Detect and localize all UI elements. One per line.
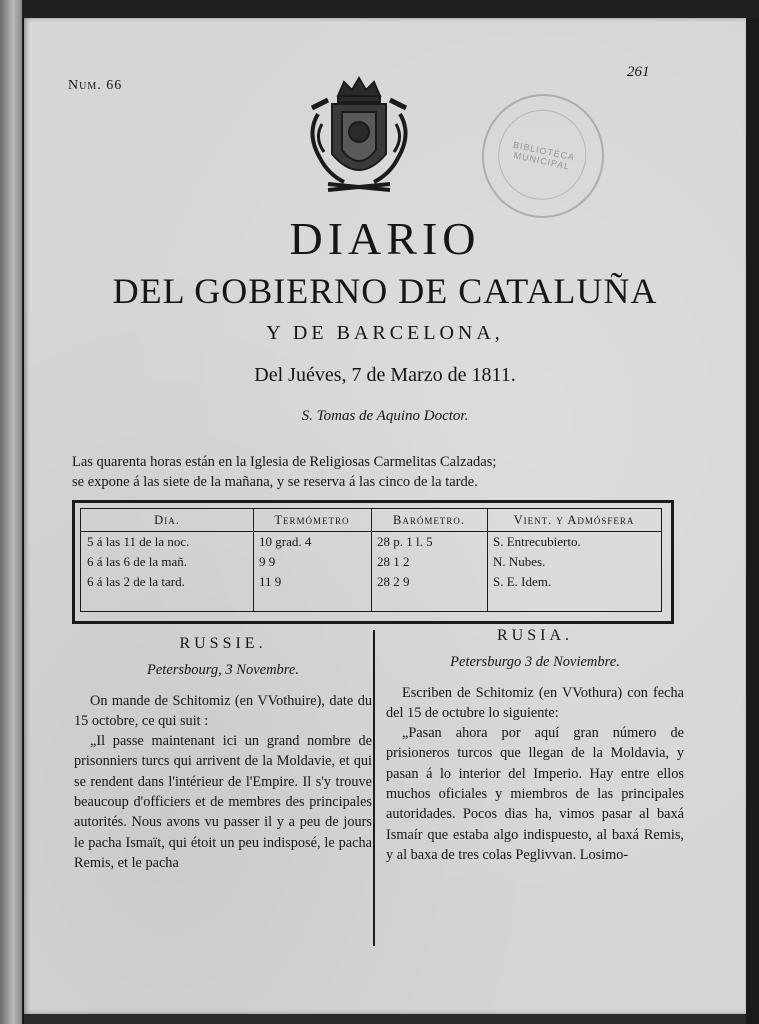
weather-cell: S. E. Idem. — [493, 574, 552, 589]
article-french-dateline: Petersbourg, 3 Novembre. — [147, 662, 299, 679]
masthead-subtitle: DEL GOBIERNO DE CATALUÑA — [112, 271, 658, 311]
weather-table-inner — [80, 508, 662, 612]
newspaper-page — [24, 18, 746, 1014]
weather-cell: 9 9 — [259, 554, 276, 569]
church-notice-line-1: Las quarenta horas están en la Iglesia de Religiosas Carmelitas Calzadas; — [72, 454, 497, 470]
issue-number: Num. 66 — [68, 78, 123, 93]
article-french — [74, 634, 372, 873]
article-spanish-para-2: „Pasan ahora por aquí gran número de prisioneros turcos que llegan de la Moldavia, y pasan á lo interior del Imperio. Hay entre ellos muchos oficiales y miembros de las principales autoridades. Pocos dias ha, vimos pasar al baxá Ismaír que estaba algo indispuesto, al baxá Remis, y al baxa de tres colas Peglivvan. Losimo- — [386, 725, 684, 863]
masthead-title: DIARIO — [289, 213, 481, 264]
article-french-heading: RUSSIE. — [179, 635, 267, 652]
scan-bottom-border — [24, 1014, 746, 1024]
issue-date: Del Juéves, 7 de Marzo de 1811. — [254, 364, 516, 386]
weather-header-barometro: Barómetro. — [371, 509, 487, 532]
weather-header-viento: Vient. y Admósfera — [487, 509, 661, 532]
page-number: 261 — [627, 64, 650, 80]
weather-cell: 28 2 9 — [377, 574, 410, 589]
weather-cell: 6 á las 2 de la tard. — [87, 574, 185, 589]
article-spanish-heading: RUSIA. — [496, 627, 573, 644]
article-spanish — [386, 626, 684, 865]
article-spanish-dateline: Petersburgo 3 de Noviembre. — [450, 654, 620, 671]
weather-header-dia: Dia. — [81, 509, 253, 532]
saint-of-day: S. Tomas de Aquino Doctor. — [301, 408, 469, 424]
church-notice-line-2: se expone á las siete de la mañana, y se reserva á las cinco de la tarde. — [72, 474, 478, 490]
royal-crest-icon — [298, 74, 420, 202]
weather-col-viento — [487, 509, 661, 611]
book-spine-edge — [0, 0, 22, 1024]
article-french-para-2: „Il passe maintenant ici un grand nombre de prisonniers turcs qui arrivent de la Moldavie, et qui se rendent dans l'intérieur de l'Empire. Il s'y trouve beaucoup d'officiers et de membres des principales autorités. Nous avons vu passer il y a peu de jours le pacha Ismaït, qui étoit un peu indisposé, le pacha Remis, et le pacha — [74, 733, 372, 871]
weather-cell: S. Entrecubierto. — [493, 534, 581, 549]
weather-col-barometro — [371, 509, 488, 611]
weather-cell: 6 á las 6 de la mañ. — [87, 554, 187, 569]
weather-cell: N. Nubes. — [493, 554, 546, 569]
article-french-para-1: On mande de Schitomiz (en VVothuire), date du 15 octobre, ce qui suit : — [74, 692, 372, 729]
weather-table — [72, 500, 674, 624]
scan-top-border — [0, 0, 759, 18]
article-spanish-para-1: Escriben de Schitomiz (en VVothura) con fecha del 15 de octubre lo siguiente: — [386, 684, 684, 721]
masthead-city: Y DE BARCELONA, — [266, 322, 504, 344]
church-notice — [72, 452, 692, 492]
library-stamp — [470, 83, 615, 230]
weather-cell: 28 1 2 — [377, 554, 410, 569]
stamp-text: BIBLIOTECA MUNICIPAL — [512, 139, 576, 172]
weather-col-dia — [81, 509, 254, 611]
column-divider — [373, 630, 375, 946]
weather-col-termometro — [253, 509, 372, 611]
weather-cell: 11 9 — [259, 574, 282, 589]
weather-cell: 28 p. 1 l. 5 — [377, 534, 433, 549]
weather-header-termometro: Termómetro — [253, 509, 371, 532]
weather-cell: 10 grad. 4 — [259, 534, 312, 549]
weather-cell: 5 á las 11 de la noc. — [87, 534, 190, 549]
